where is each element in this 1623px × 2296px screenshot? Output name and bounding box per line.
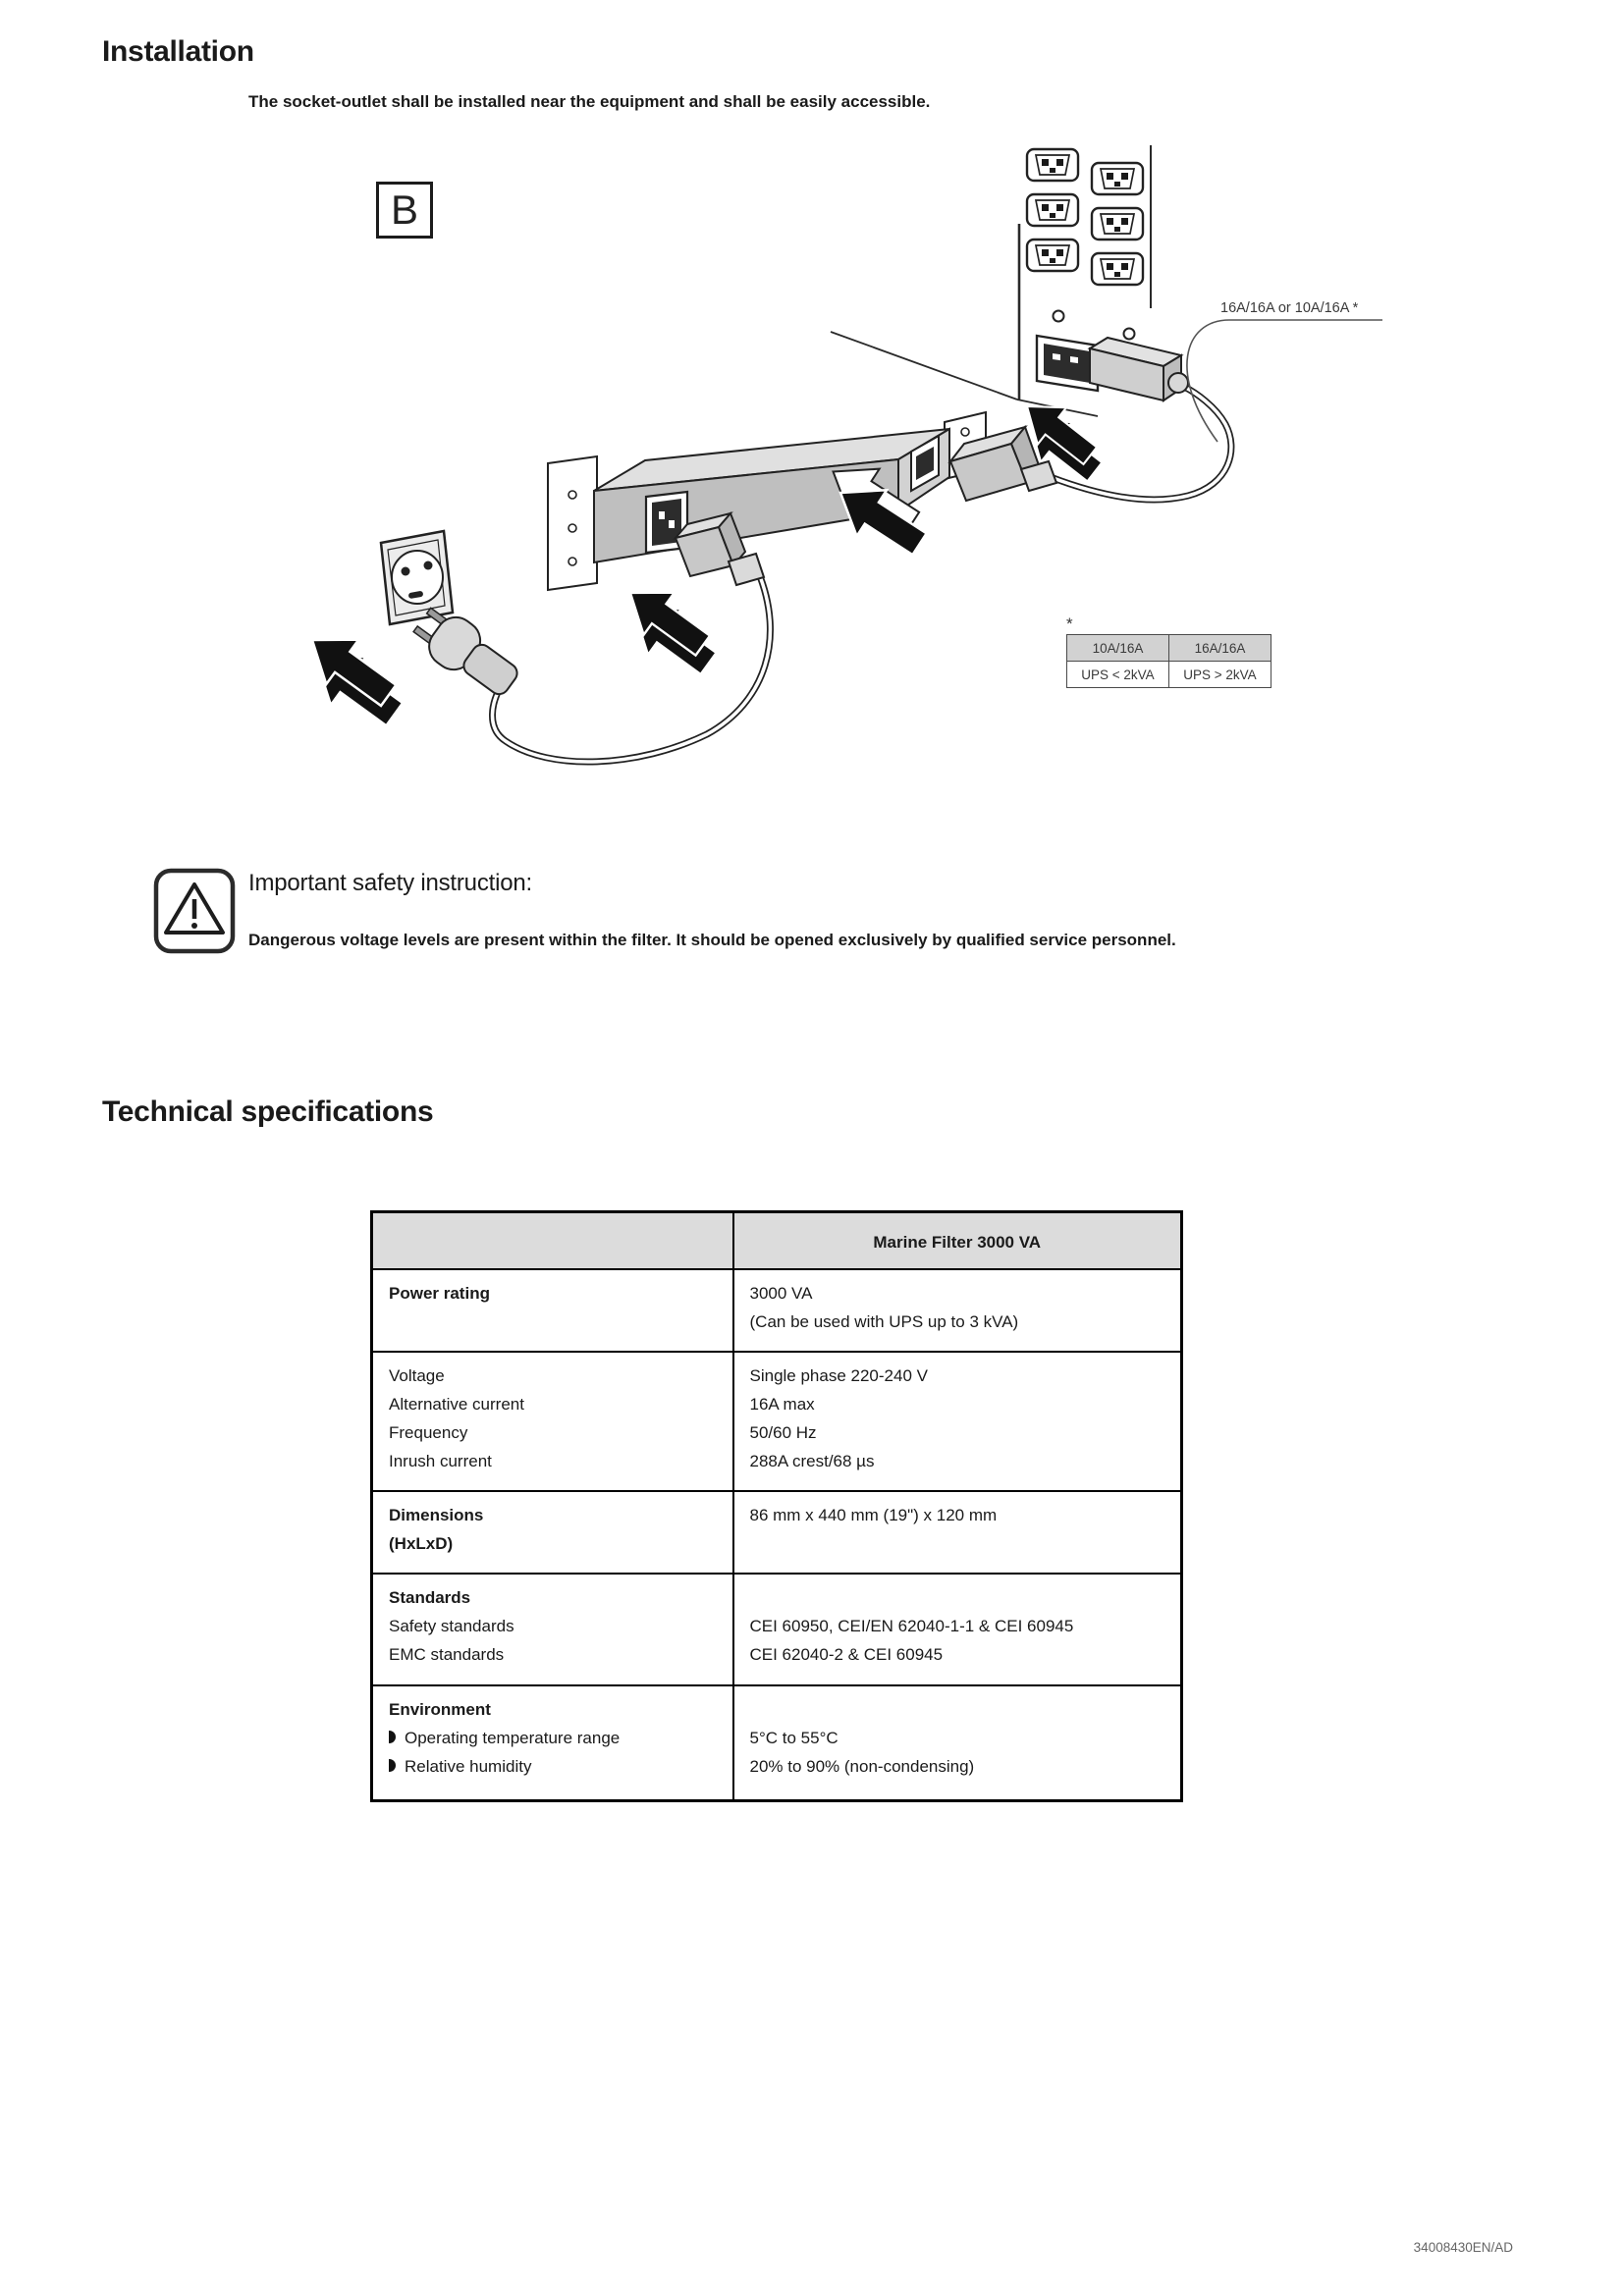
marine-filter-bar xyxy=(548,412,986,590)
rating-header-cell: 10A/16A xyxy=(1067,635,1169,662)
spec-label-line: Standards xyxy=(389,1588,471,1607)
spec-row xyxy=(372,1574,1182,1685)
spec-value-line: 86 mm x 440 mm (19") x 120 mm xyxy=(749,1506,998,1524)
spec-label-line: Alternative current xyxy=(389,1395,524,1414)
bullet-icon xyxy=(389,1731,396,1743)
spec-value-cell xyxy=(733,1352,1182,1491)
spec-table xyxy=(370,1210,1183,1802)
spec-label-line: Dimensions xyxy=(389,1506,484,1524)
rating-header-cell: 16A/16A xyxy=(1169,635,1271,662)
panel-screw xyxy=(1124,329,1135,340)
spec-row xyxy=(372,1352,1182,1491)
filter-input-cord xyxy=(492,571,770,762)
spec-value-line: 50/60 Hz xyxy=(749,1423,817,1442)
spec-label-cell xyxy=(372,1491,733,1574)
spec-row xyxy=(372,1685,1182,1800)
spec-label-line: Frequency xyxy=(389,1423,468,1442)
spec-value-cell xyxy=(733,1685,1182,1800)
rating-table-value-row xyxy=(1067,662,1271,688)
rating-table-block xyxy=(1066,614,1271,688)
spec-value-line: CEI 60950, CEI/EN 62040-1-1 & CEI 60945 xyxy=(749,1617,1074,1635)
spec-value-line: 288A crest/68 µs xyxy=(749,1452,875,1470)
wall-socket xyxy=(381,531,453,624)
spec-value-cell xyxy=(733,1491,1182,1574)
spec-value-cell xyxy=(733,1269,1182,1352)
note-leader-line xyxy=(1187,320,1382,442)
spec-header-row xyxy=(372,1212,1182,1270)
spec-value-line: 16A max xyxy=(749,1395,815,1414)
spec-row xyxy=(372,1269,1182,1352)
spec-header-empty xyxy=(372,1212,733,1270)
spec-value-cell xyxy=(733,1574,1182,1685)
spec-label-line: EMC standards xyxy=(389,1645,505,1664)
spec-table-body xyxy=(372,1212,1182,1801)
footer-reference: 34008430EN/AD xyxy=(1413,2240,1513,2255)
installation-diagram xyxy=(245,128,1394,815)
spec-label-line: Power rating xyxy=(389,1284,490,1303)
spec-value-line: 5°C to 55°C xyxy=(749,1729,839,1747)
spec-label-line: (HxLxD) xyxy=(389,1534,454,1553)
bullet-icon xyxy=(389,1759,396,1772)
spec-value-line xyxy=(750,1695,1165,1724)
spec-value-line: CEI 62040-2 & CEI 60945 xyxy=(749,1645,944,1664)
spec-label-line: Inrush current xyxy=(389,1452,492,1470)
spec-row xyxy=(372,1491,1182,1574)
section-title-specs: Technical specifications xyxy=(102,1095,434,1128)
ups-outlet-panel xyxy=(1027,149,1143,285)
spec-label-line: Safety standards xyxy=(389,1617,514,1635)
spec-label-cell xyxy=(372,1685,733,1800)
spec-label-line: Environment xyxy=(389,1700,491,1719)
spec-value-line: Single phase 220-240 V xyxy=(749,1366,928,1385)
warning-icon xyxy=(153,868,236,954)
spec-label-line: Operating temperature range xyxy=(389,1724,717,1752)
spec-label-cell xyxy=(372,1269,733,1352)
rating-table-header-row xyxy=(1067,635,1271,662)
intro-text: The socket-outlet shall be installed near the equipment and shall be easily accessible. xyxy=(248,92,931,111)
spec-label-line: Voltage xyxy=(389,1366,445,1385)
section-title-installation: Installation xyxy=(102,35,254,68)
diagram-step-b-label: B xyxy=(390,187,418,233)
spec-value-line: 20% to 90% (non-condensing) xyxy=(749,1757,975,1776)
ups-input-inlet xyxy=(1037,336,1098,391)
safety-text: Dangerous voltage levels are present within the filter. It should be opened exclusively by qualified service personnel. xyxy=(248,931,1176,949)
spec-value-line: (Can be used with UPS up to 3 kVA) xyxy=(749,1312,1019,1331)
ups-plug xyxy=(1090,338,1188,400)
spec-label-cell xyxy=(372,1352,733,1491)
rating-table xyxy=(1066,634,1271,688)
asterisk-note: * xyxy=(1066,614,1073,633)
insert-arrow-wall-plug xyxy=(289,617,416,735)
spec-label-cell xyxy=(372,1574,733,1685)
safety-title: Important safety instruction: xyxy=(248,870,532,896)
spec-label-line: Relative humidity xyxy=(389,1752,717,1781)
spec-header-product: Marine Filter 3000 VA xyxy=(733,1212,1182,1270)
insert-arrow-filter-input xyxy=(609,571,730,683)
connector-rating-note: 16A/16A or 10A/16A * xyxy=(1220,300,1359,316)
spec-value-line xyxy=(750,1583,1165,1612)
spec-value-line: 3000 VA xyxy=(749,1284,813,1303)
panel-screw xyxy=(1054,311,1064,322)
rating-value-cell: UPS > 2kVA xyxy=(1169,662,1271,688)
rating-value-cell: UPS < 2kVA xyxy=(1067,662,1169,688)
